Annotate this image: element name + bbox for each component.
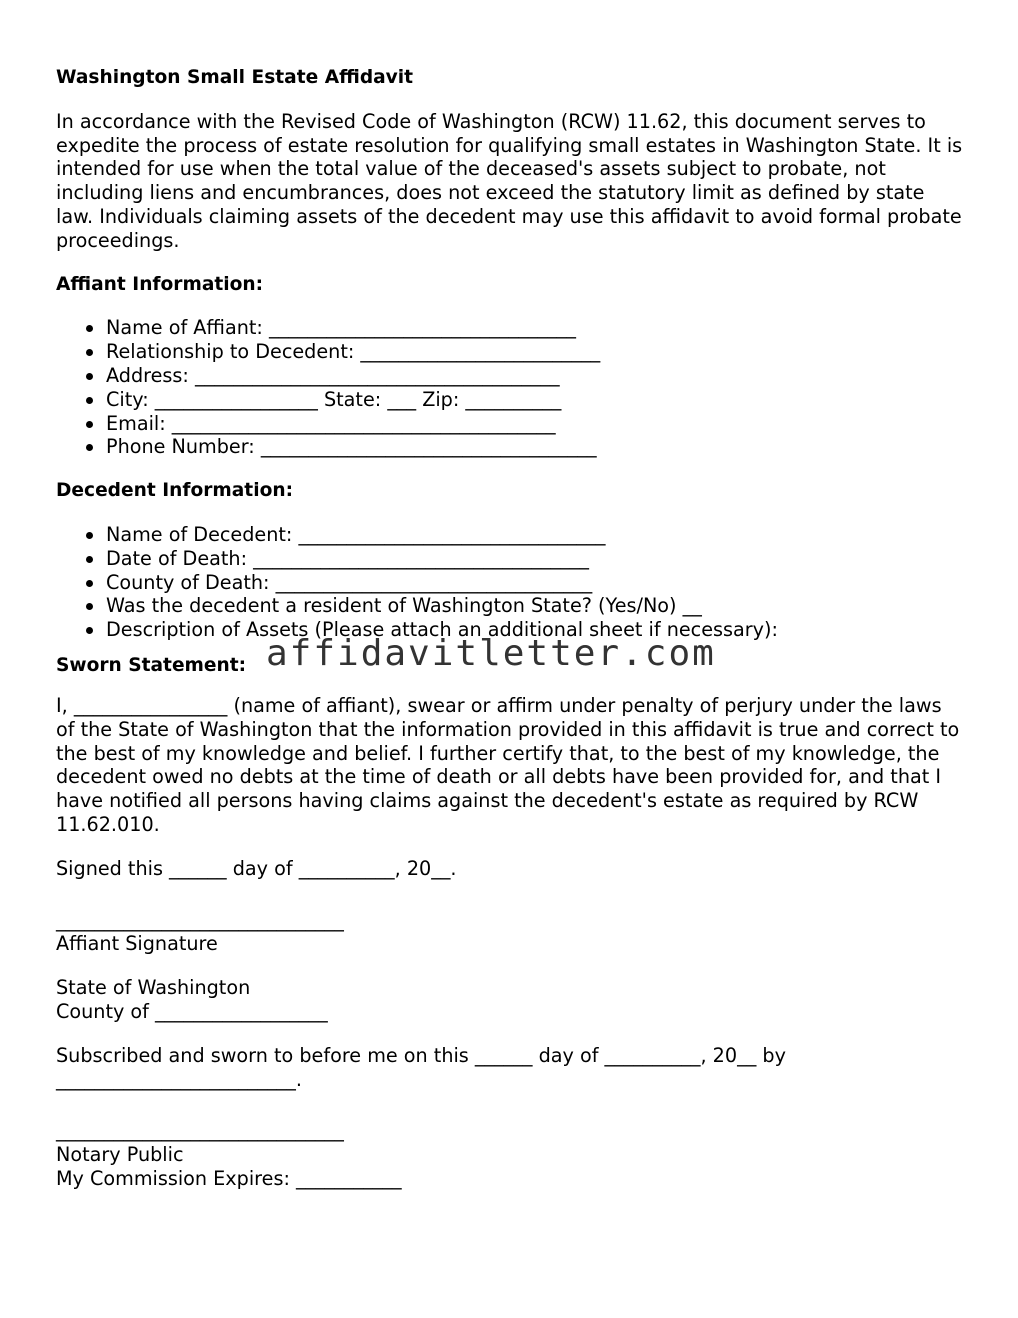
affiant-list <box>56 316 966 459</box>
notary-commission-line: My Commission Expires: ___________ <box>56 1166 402 1190</box>
affiant-phone-field: Phone Number: ___________________________________ <box>106 435 966 459</box>
decedent-assets-field: Description of Assets (Please attach an additional sheet if necessary): <box>106 618 966 642</box>
decedent-resident-field: Was the decedent a resident of Washington State? (Yes/No) __ <box>106 594 966 618</box>
watermark: affidavitletter.com <box>266 632 716 674</box>
decedent-name-field: Name of Decedent: ________________________________ <box>106 523 966 547</box>
subscribed-line: Subscribed and sworn to before me on this ______ day of __________, 20__ by <box>56 1043 786 1067</box>
decedent-list <box>56 523 966 642</box>
decedent-county-field: County of Death: _________________________________ <box>106 571 966 595</box>
affiant-signature-block <box>56 909 966 957</box>
subscribed-name-line: _________________________. <box>56 1067 302 1091</box>
decedent-heading: Decedent Information: <box>56 480 294 502</box>
affiant-relationship-field: Relationship to Decedent: _________________________ <box>106 340 966 364</box>
affiant-city-state-zip-field: City: _________________ State: ___ Zip: __________ <box>106 388 966 412</box>
affiant-signature-line: ______________________________ <box>56 908 344 932</box>
affiant-signature-label: Affiant Signature <box>56 932 218 956</box>
sworn-heading: Sworn Statement: <box>56 654 247 676</box>
document-title: Washington Small Estate Affidavit <box>56 67 414 88</box>
notary-label: Notary Public <box>56 1143 184 1167</box>
affiant-email-field: Email: ________________________________________ <box>106 412 966 436</box>
document-page <box>56 66 966 1211</box>
affiant-heading: Affiant Information: <box>56 273 264 295</box>
intro-paragraph: In accordance with the Revised Code of Washington (RCW) 11.62, this document serves to expedite the process of estate resolution for qualifying small estates in Washington State. It is intended for use when the total value of the deceased's assets subject to probate, not including liens and encumbrances, does not exceed the statutory limit as defined by state law. Individuals claiming assets of the decedent may use this affidavit to avoid formal probate proceedings. <box>56 109 963 252</box>
affiant-name-field: Name of Affiant: ________________________________ <box>106 316 966 340</box>
sworn-heading-row <box>56 632 966 676</box>
subscribed-block <box>56 1044 966 1092</box>
notary-signature-line: ______________________________ <box>56 1119 344 1143</box>
signed-date-line: Signed this ______ day of __________, 20__. <box>56 856 457 880</box>
decedent-date-of-death-field: Date of Death: ___________________________________ <box>106 547 966 571</box>
venue-county: County of __________________ <box>56 999 328 1023</box>
sworn-statement-text: I, ________________ (name of affiant), swear or affirm under penalty of perjury under the laws of the State of Washington that the information provided in this affidavit is true and correct to the best of my knowledge and belief. I further certify that, to the best of my knowledge, the decedent owed no debts at the time of death or all debts have been provided for, and that I have notified all persons having claims against the decedent's estate as required by RCW 11.62.010. <box>56 693 960 836</box>
venue-block <box>56 976 966 1024</box>
notary-block <box>56 1119 966 1190</box>
venue-state: State of Washington <box>56 976 251 1000</box>
affiant-address-field: Address: ______________________________________ <box>106 364 966 388</box>
